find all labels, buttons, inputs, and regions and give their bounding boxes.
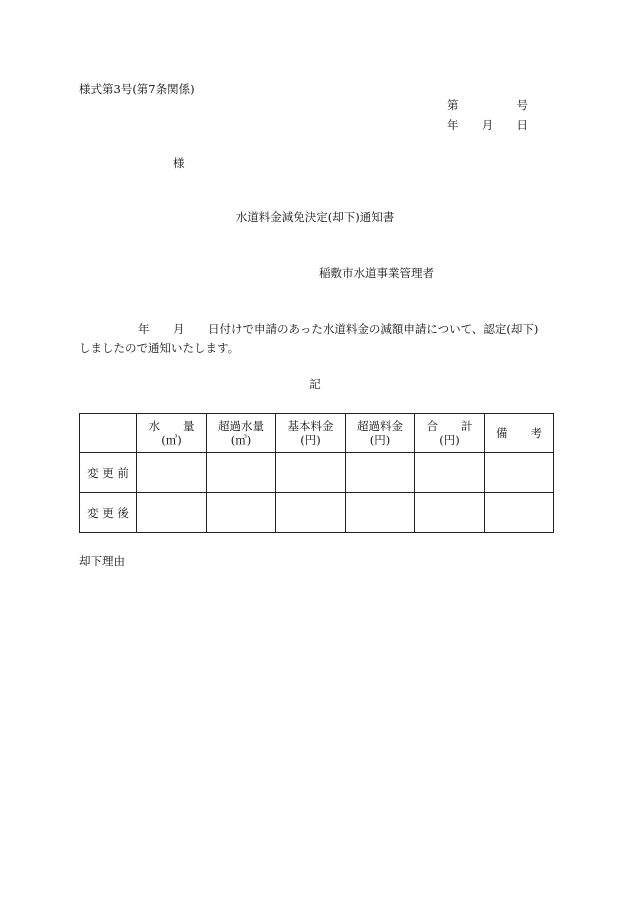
- body-year: 年: [138, 322, 150, 336]
- addressee-suffix: 様: [173, 156, 185, 170]
- body-line1: 日付けで申請のあった水道料金の減額申請について、認定(却下): [208, 322, 539, 336]
- table-cell: [346, 493, 415, 533]
- row-label-after: [80, 493, 137, 533]
- table-cell: [137, 493, 207, 533]
- table-row: [80, 453, 554, 493]
- header-label: 基本料金: [287, 418, 334, 433]
- header-unit: (円): [369, 433, 391, 447]
- header-unit: (㎥): [230, 433, 252, 447]
- document-title: 水道料金減免決定(却下)通知書: [235, 210, 395, 224]
- header-unit: (㎥): [161, 433, 182, 447]
- issuer: 稲敷市水道事業管理者: [319, 266, 434, 280]
- header-label: 備 考: [496, 425, 542, 440]
- table-cell: [207, 493, 276, 533]
- header-excess-charge: [346, 414, 415, 453]
- header-remarks: [485, 414, 554, 453]
- date-month: 月: [481, 118, 494, 132]
- ki-heading: 記: [309, 377, 321, 391]
- rejection-reason-label: 却下理由: [79, 554, 125, 568]
- header-label: 超過水量: [218, 418, 264, 433]
- header-unit: (円): [300, 433, 321, 447]
- header-label: 合 計: [426, 418, 473, 433]
- table-cell: [415, 453, 485, 493]
- table-cell: [137, 453, 207, 493]
- header-water-volume: [137, 414, 207, 453]
- table-cell: [207, 453, 276, 493]
- body-month: 月: [173, 322, 185, 336]
- table-header-row: [80, 414, 554, 453]
- table-cell: [415, 493, 485, 533]
- table-cell: [276, 453, 346, 493]
- date-day: 日: [516, 118, 528, 132]
- header-empty-cell: [80, 414, 137, 453]
- table-cell: [276, 493, 346, 533]
- row-label: 変 更 後: [87, 505, 129, 520]
- table-row: [80, 493, 554, 533]
- header-unit: (円): [439, 433, 460, 447]
- header-excess-volume: [207, 414, 276, 453]
- header-label: 水 量: [148, 418, 195, 433]
- body-line2: しましたので通知いたします。: [79, 341, 240, 355]
- header-basic-charge: [276, 414, 346, 453]
- document-number-prefix: 第: [447, 98, 459, 112]
- amount-table: [79, 413, 554, 533]
- form-number: 様式第3号(第7条関係): [79, 82, 195, 96]
- document-number: [447, 100, 528, 112]
- table-cell: [485, 493, 554, 533]
- document-date: [447, 120, 528, 132]
- table-cell: [485, 453, 554, 493]
- header-label: 超過料金: [357, 418, 403, 433]
- table-cell: [346, 453, 415, 493]
- date-year: 年: [447, 118, 459, 132]
- row-label-before: [80, 453, 137, 493]
- header-total: [415, 414, 485, 453]
- document-number-suffix: 号: [516, 98, 528, 112]
- row-label: 変 更 前: [87, 465, 129, 480]
